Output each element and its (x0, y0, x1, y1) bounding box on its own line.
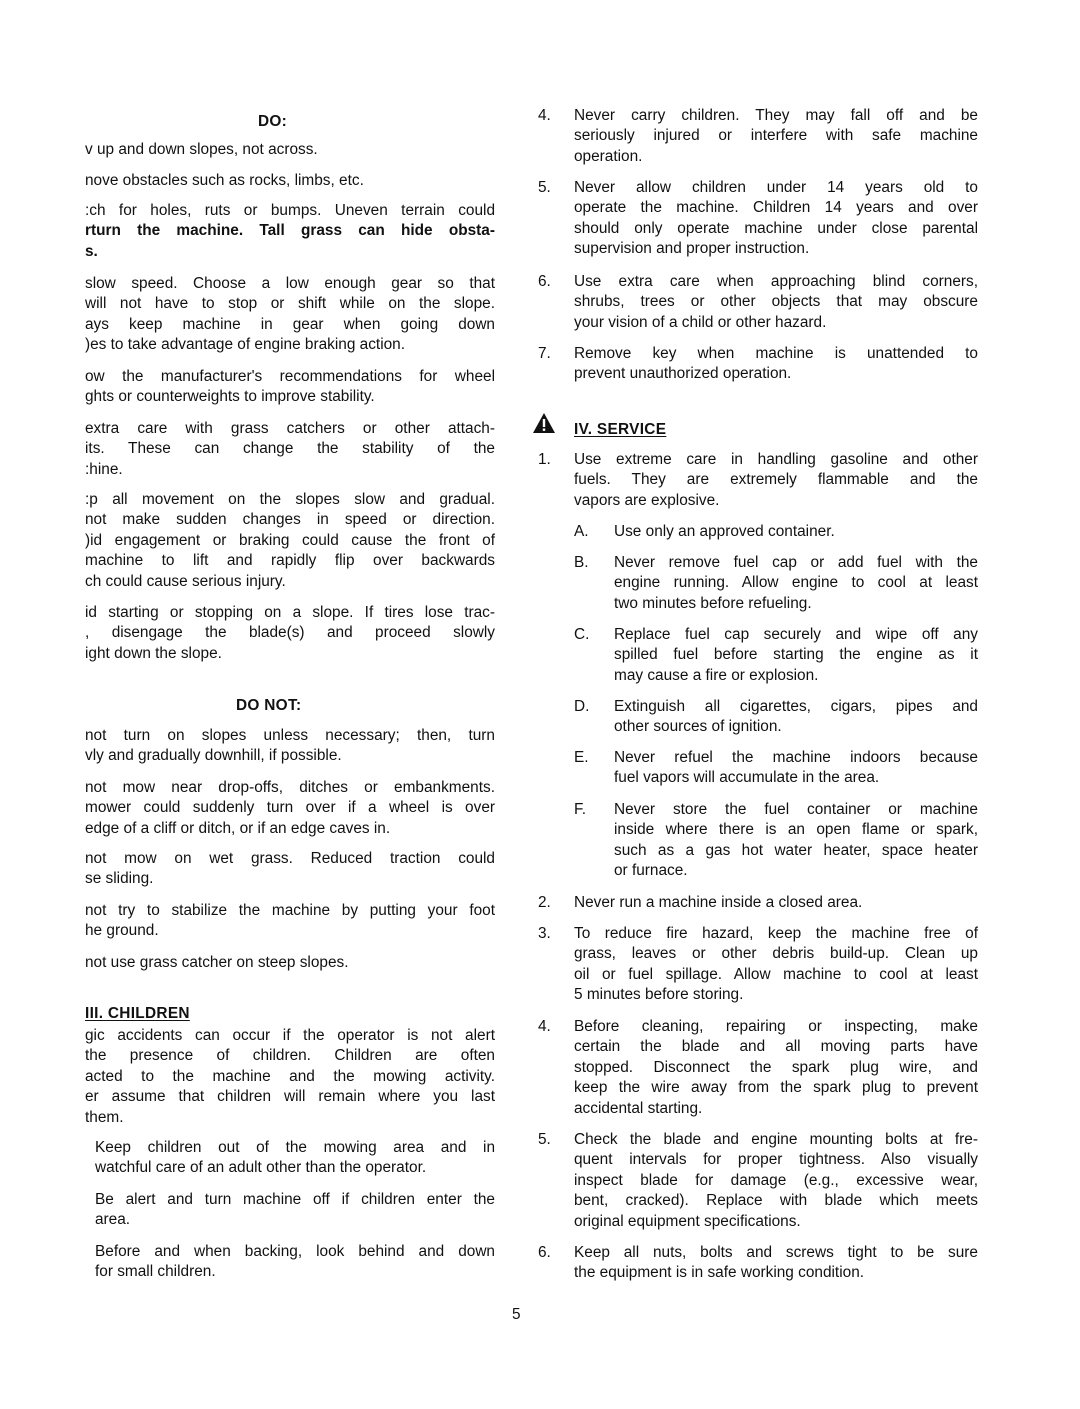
do-heading: DO: (258, 113, 288, 130)
service-item-5: 5. Check the blade and engine mounting bolts at fre- quent intervals for proper tightness. Also visually inspect blade for damage (e.g., excessive wear, bent, cracked). Replace with blade which meets original equipment specifications. (538, 1131, 978, 1230)
do-not-item-2: not mow near drop-offs, ditches or embankments. mower could suddenly turn over if a wheel is over edge of a cliff or ditch, or if an edge caves in. (85, 779, 495, 837)
do-item-2: nove obstacles such as rocks, limbs, etc. (85, 172, 364, 189)
service-item-1c: C. Replace fuel cap securely and wipe off any spilled fuel before starting the engine as it may cause a fire or explosion. (574, 626, 978, 684)
child-item-6: 6. Use extra care when approaching blind corners, shrubs, trees or other objects that may obscure your vision of a child or other hazard. (538, 273, 978, 331)
service-item-1: 1. Use extreme care in handling gasoline and other fuels. They are extremely flammable and the vapors are explosive. (538, 451, 978, 509)
service-item-6: 6. Keep all nuts, bolts and screws tight to be sure the equipment is in safe working condition. (538, 1244, 978, 1282)
children-item-3: Before and when backing, look behind and down for small children. (95, 1243, 495, 1281)
children-item-2: Be alert and turn machine off if children enter the area. (95, 1191, 495, 1229)
do-item-6: extra care with grass catchers or other attach- its. These can change the stability of the :hine. (85, 420, 495, 478)
do-item-8: id starting or stopping on a slope. If tires lose trac- , disengage the blade(s) and proceed slowly ight down the slope. (85, 604, 495, 662)
child-item-7: 7. Remove key when machine is unattended to prevent unauthorized operation. (538, 345, 978, 383)
service-heading-text: IV. SERVICE (574, 421, 667, 438)
do-not-item-4: not try to stabilize the machine by putting your foot he ground. (85, 902, 495, 940)
do-item-5: ow the manufacturer's recommendations for wheel ghts or counterweights to improve stability. (85, 368, 495, 406)
warning-triangle-icon (532, 412, 556, 434)
do-item-1: v up and down slopes, not across. (85, 141, 318, 158)
service-item-4: 4. Before cleaning, repairing or inspecting, make certain the blade and all moving parts have stopped. Disconnect the spark plug wire, and keep the wire away from the spark plug to prevent accidental starting. (538, 1018, 978, 1117)
service-item-2: 2. Never run a machine inside a closed area. (538, 894, 863, 911)
page-number: 5 (512, 1306, 521, 1323)
service-item-1a: A. Use only an approved container. (574, 523, 835, 540)
child-item-5: 5. Never allow children under 14 years old to operate the machine. Children 14 years and over should only operate machine under close parental supervision and proper instruction. (538, 179, 978, 258)
service-item-3: 3. To reduce fire hazard, keep the machine free of grass, leaves or other debris build-up. Clean up oil or fuel spillage. Allow machine to cool at least 5 minutes before storing. (538, 925, 978, 1004)
child-item-4: 4. Never carry children. They may fall off and be seriously injured or interfere with safe machine operation. (538, 107, 978, 165)
do-item-4: slow speed. Choose a low enough gear so that will not have to stop or shift while on the slope. ays keep machine in gear when going down )es to take advantage of engine braking action. (85, 275, 495, 354)
service-item-1e: E. Never refuel the machine indoors because fuel vapors will accumulate in the area. (574, 749, 978, 787)
children-heading (85, 1005, 190, 1023)
service-heading (574, 421, 666, 439)
do-not-item-1: not turn on slopes unless necessary; then, turn vly and gradually downhill, if possible. (85, 727, 495, 765)
children-intro: gic accidents can occur if the operator is not alert the presence of children. Children are often acted to the machine and the mowing activity. er assume that children will remain where you last them. (85, 1027, 495, 1126)
do-item-7: :p all movement on the slopes slow and gradual. not make sudden changes in speed or direction. )id engagement or braking could cause the front of machine to lift and rapidly flip over backwards ch could cause serious injury. (85, 491, 495, 590)
children-heading-text: III. CHILDREN (85, 1005, 190, 1022)
children-item-1: Keep children out of the mowing area and in watchful care of an adult other than the operator. (95, 1139, 495, 1177)
service-item-1b: B. Never remove fuel cap or add fuel with the engine running. Allow engine to cool at least two minutes before refueling. (574, 554, 978, 612)
do-not-heading: DO NOT: (236, 697, 302, 714)
service-item-1d: D. Extinguish all cigarettes, cigars, pipes and other sources of ignition. (574, 698, 978, 736)
do-not-item-5: not use grass catcher on steep slopes. (85, 954, 349, 971)
do-not-item-3: not mow on wet grass. Reduced traction could se sliding. (85, 850, 495, 888)
service-item-1f: F. Never store the fuel container or machine inside where there is an open flame or spark, such as a gas hot water heater, space heater or furnace. (574, 801, 978, 880)
do-item-3: :ch for holes, ruts or bumps. Uneven terrain could rturn the machine. Tall grass can hide obsta- s. (85, 202, 495, 260)
